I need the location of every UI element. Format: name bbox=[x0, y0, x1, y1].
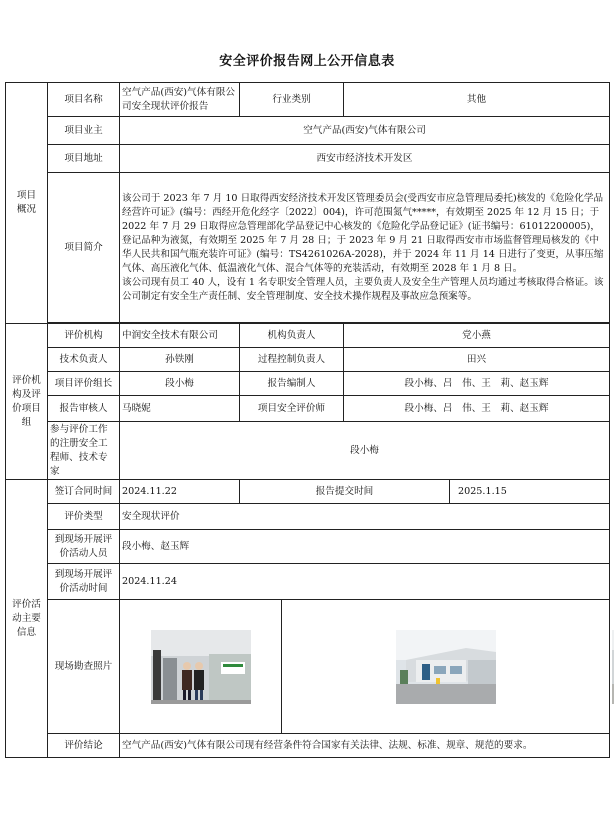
registered-value: 段小梅 bbox=[120, 422, 610, 480]
address-value: 西安市经济技术开发区 bbox=[120, 145, 610, 173]
reviewer-label: 报告审核人 bbox=[48, 396, 120, 422]
engineers-value: 段小梅、吕 伟、王 莉、赵玉辉 bbox=[344, 396, 610, 422]
intro-label: 项目简介 bbox=[48, 173, 120, 323]
agency-value: 中润安全技术有限公司 bbox=[120, 324, 240, 348]
submit-value: 2025.1.15 bbox=[450, 480, 610, 504]
section-activity: 评价活动主要信息 bbox=[6, 480, 48, 758]
section-org: 评价机构及评价项目组 bbox=[6, 324, 48, 480]
section-overview: 项目 概况 bbox=[6, 83, 48, 324]
owner-label: 项目业主 bbox=[48, 117, 120, 145]
contract-value: 2024.11.22 bbox=[120, 480, 240, 504]
agency-head-label: 机构负责人 bbox=[240, 324, 344, 348]
industry-label: 行业类别 bbox=[240, 83, 344, 117]
intro-paragraph-2: 该公司现有员工 40 人，设有 1 名专职安全管理人员，主要负责人及安全生产管理人员均通过考核取得合格证。该公司制定有安全生产责任制、安全管理制度、安全技术操作规程及事故应急预案等。 bbox=[122, 276, 604, 302]
contract-label: 签订合同时间 bbox=[48, 480, 120, 504]
onsite-time-label: 到现场开展评价活动时间 bbox=[48, 564, 120, 600]
photos-label: 现场勘查照片 bbox=[48, 600, 120, 734]
agency-label: 评价机构 bbox=[48, 324, 120, 348]
onsite-people-label: 到现场开展评价活动人员 bbox=[48, 530, 120, 564]
reviewer-value: 马晓妮 bbox=[120, 396, 240, 422]
photo-cell-1 bbox=[120, 600, 282, 734]
type-value: 安全现状评价 bbox=[120, 504, 610, 530]
leader-label: 项目评价组长 bbox=[48, 372, 120, 396]
tech-head-value: 孙铁刚 bbox=[120, 348, 240, 372]
conclusion-label: 评价结论 bbox=[48, 734, 120, 758]
process-head-label: 过程控制负责人 bbox=[240, 348, 344, 372]
tech-head-label: 技术负责人 bbox=[48, 348, 120, 372]
type-label: 评价类型 bbox=[48, 504, 120, 530]
process-head-value: 田兴 bbox=[344, 348, 610, 372]
leader-value: 段小梅 bbox=[120, 372, 240, 396]
site-photo-1 bbox=[151, 630, 251, 704]
registered-label: 参与评价工作的注册安全工程师、技术专家 bbox=[48, 422, 120, 480]
intro-paragraph-1: 该公司于 2023 年 7 月 10 日取得西安经济技术开发区管理委员会(受西安市应急管理局委托)核发的《危险化学品经营许可证》(编号：西经开危化经字〔2022〕004)，许可范围氮气*****，有效期至 2025 年 12 月 15 日；于 2022 年 7 月 29 日取得应急管理部化学品登记中心核发的《危险化学品登记证》(证书编号：61012200005)，登记品种为液氮，有效期至 2025 年 7 月 28 日；于 2023 年 9 月 21 日取得西安市市场监督管理局核发的《中华人民共和国气瓶充装许可证》(编号：TS4261026A-2028)，并于 2024 年 11 月 14 日进行了变更，从事压缩气体、高压液化气体、低温液化气体、混合气体等的充装活动，有效期至 2028 年 1 月 8 日。 bbox=[122, 192, 604, 274]
onsite-people-value: 段小梅、赵玉辉 bbox=[120, 530, 610, 564]
writers-label: 报告编制人 bbox=[240, 372, 344, 396]
site-photo-2 bbox=[396, 630, 496, 704]
engineers-label: 项目安全评价师 bbox=[240, 396, 344, 422]
project-name: 空气产品(西安)气体有限公司安全现状评价报告 bbox=[120, 83, 240, 117]
submit-label: 报告提交时间 bbox=[240, 480, 450, 504]
address-label: 项目地址 bbox=[48, 145, 120, 173]
agency-head-value: 党小燕 bbox=[344, 324, 610, 348]
photo-cell-2 bbox=[282, 600, 610, 734]
industry-value: 其他 bbox=[344, 83, 610, 117]
info-table bbox=[5, 82, 610, 758]
project-name-label: 项目名称 bbox=[48, 83, 120, 117]
intro-text bbox=[120, 173, 610, 323]
owner-value: 空气产品(西安)气体有限公司 bbox=[120, 117, 610, 145]
writers-value: 段小梅、吕 伟、王 莉、赵玉辉 bbox=[344, 372, 610, 396]
conclusion-value: 空气产品(西安)气体有限公司现有经营条件符合国家有关法律、法规、标准、规章、规范的要求。 bbox=[120, 734, 610, 758]
onsite-time-value: 2024.11.24 bbox=[120, 564, 610, 600]
page-title: 安全评价报告网上公开信息表 bbox=[219, 54, 395, 69]
